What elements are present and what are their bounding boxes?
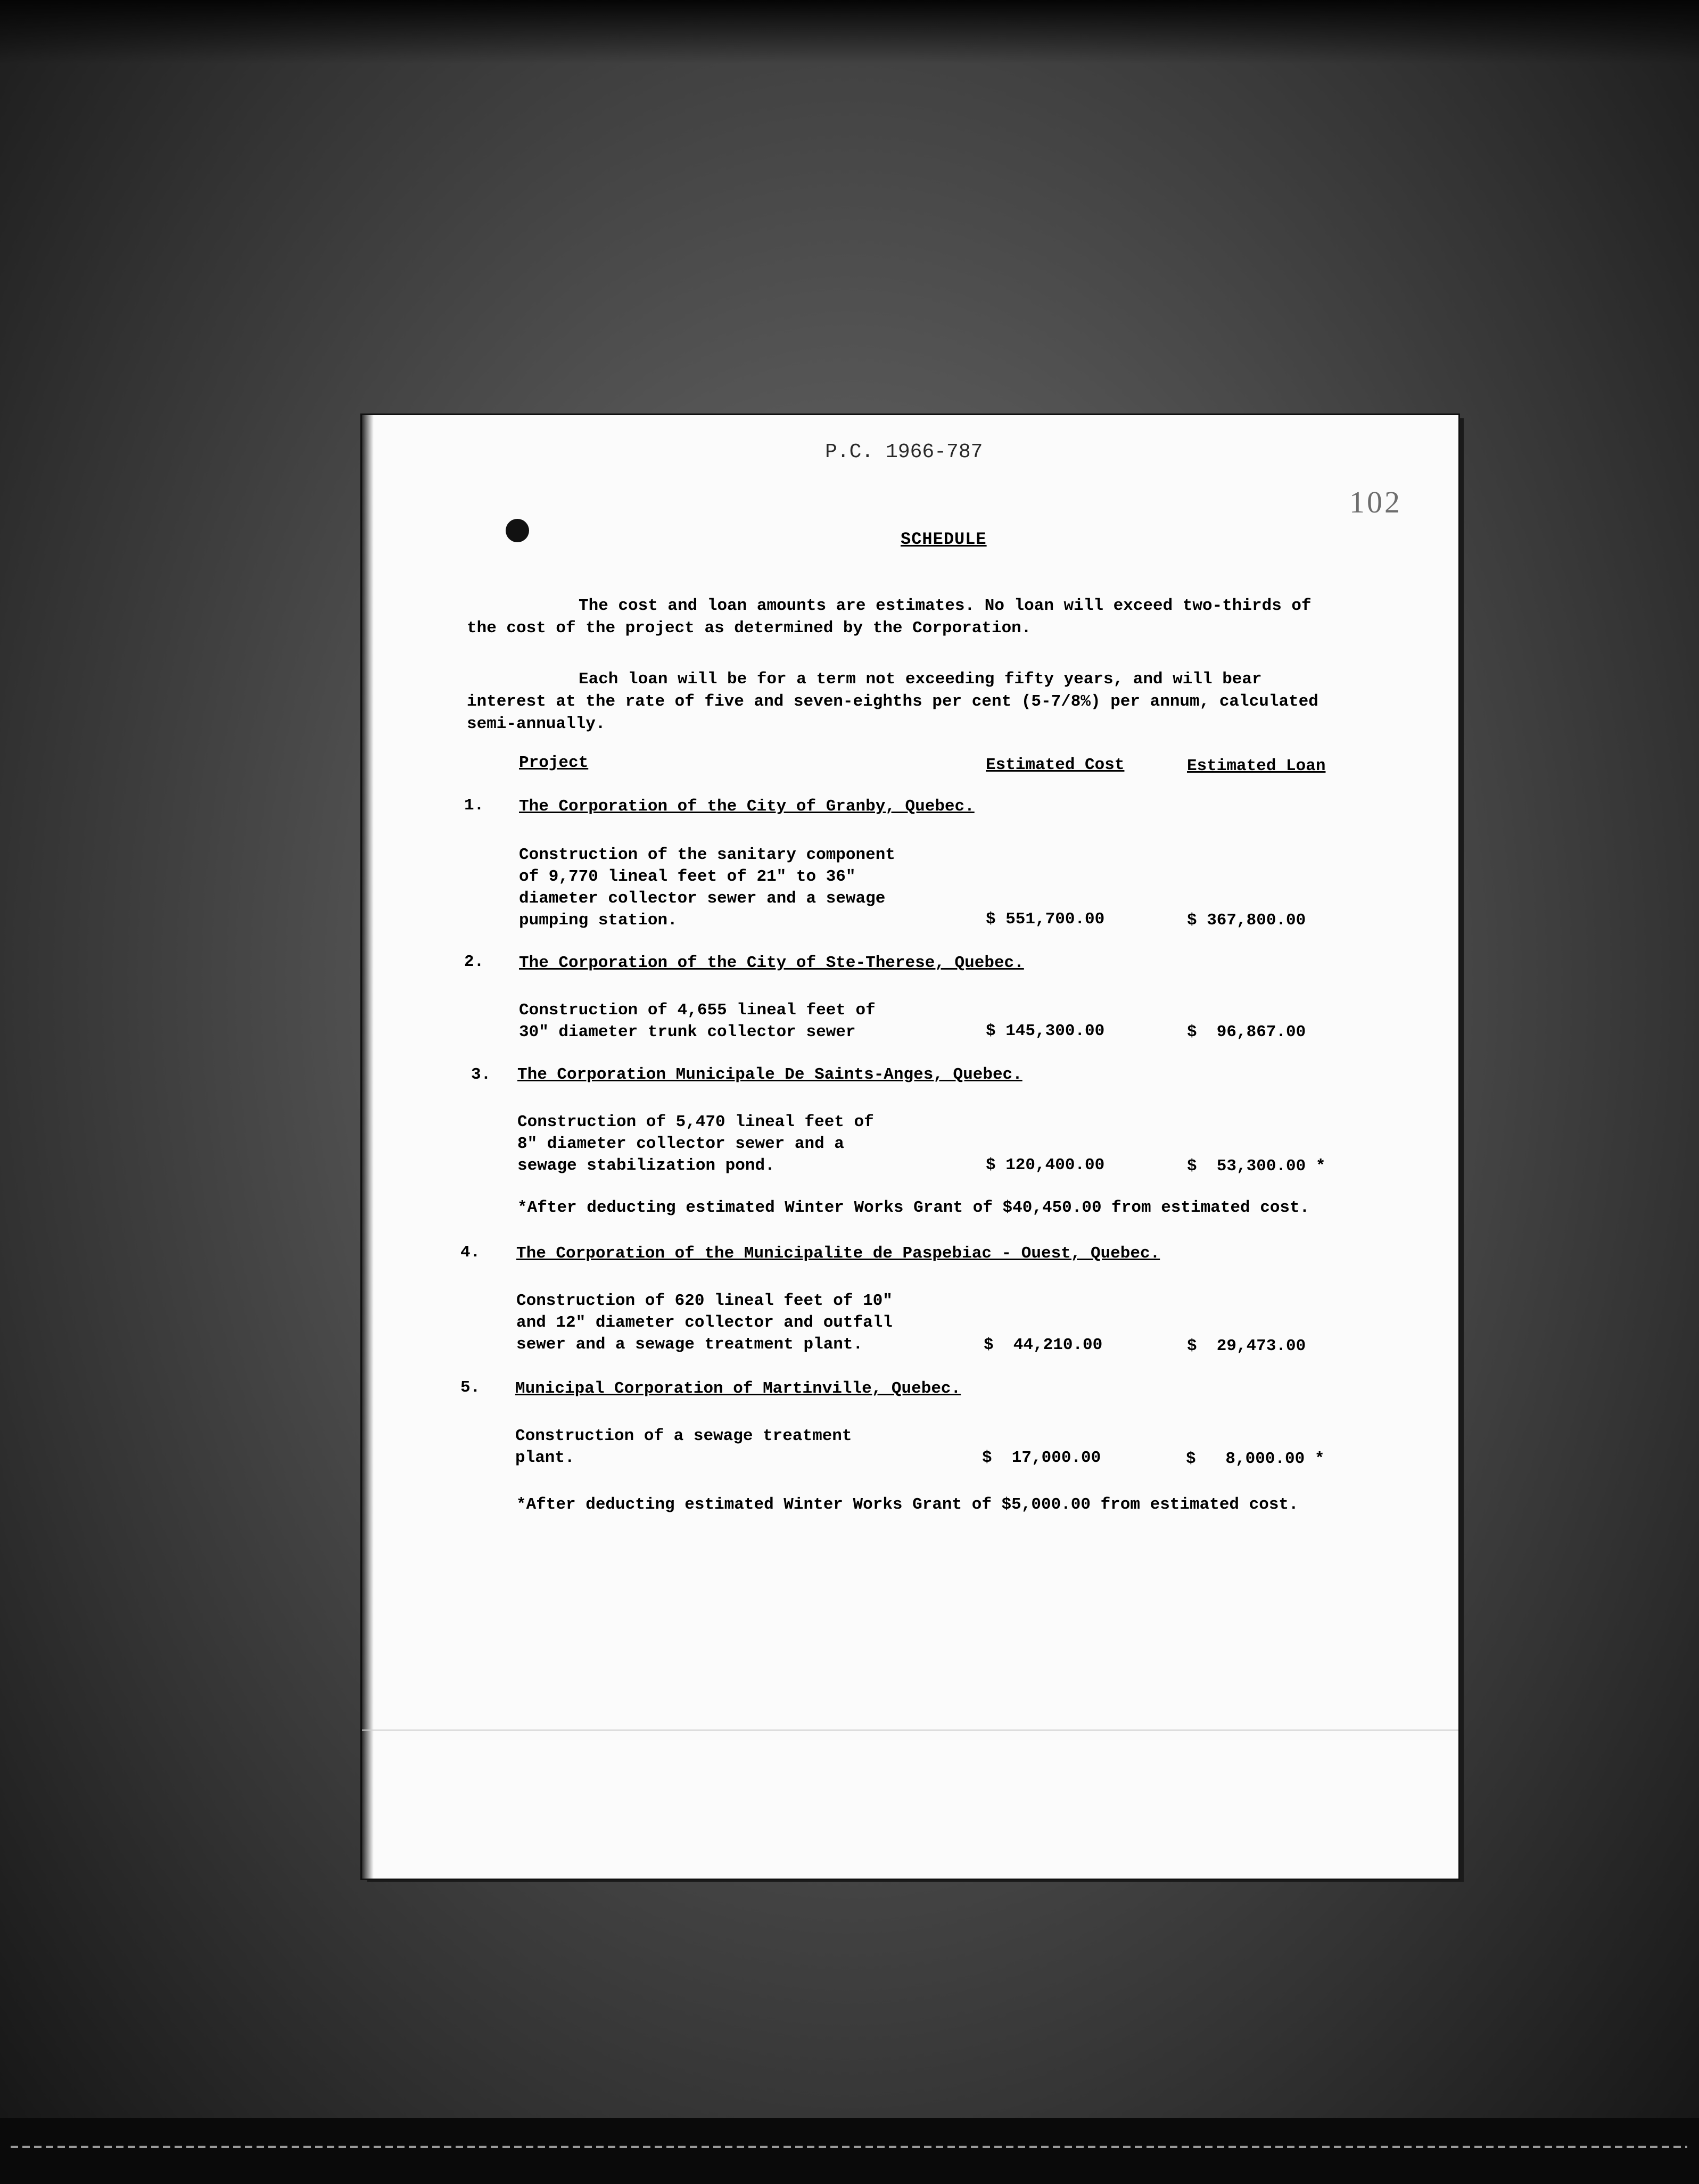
page-edge-shadow xyxy=(362,415,374,1879)
page-fold-line xyxy=(362,1730,1458,1731)
project-name: The Corporation of the City of Ste-Therese, Quebec. xyxy=(519,954,1024,972)
column-header-loan: Estimated Loan xyxy=(1187,757,1326,775)
project-estimated-loan: $ 29,473.00 xyxy=(1187,1337,1306,1355)
project-estimated-cost: $ 44,210.00 xyxy=(984,1336,1103,1354)
project-footnote: *After deducting estimated Winter Works Grant of $5,000.00 from estimated cost. xyxy=(516,1495,1299,1514)
project-name: Municipal Corporation of Martinville, Quebec. xyxy=(515,1379,961,1398)
paragraph-loan-terms: Each loan will be for a term not exceeding fifty years, and will bear interest at the rate of five and seven-eighths per cent (5-7/8%) per annum, calculated semi-annually. xyxy=(467,670,1318,733)
project-number: 3. xyxy=(471,1065,491,1084)
schedule-title: SCHEDULE xyxy=(901,530,987,549)
project-estimated-loan: $ 8,000.00 * xyxy=(1186,1450,1325,1468)
project-name: The Corporation of the Municipalite de Paspebiac - Ouest, Quebec. xyxy=(516,1244,1160,1263)
project-footnote: *After deducting estimated Winter Works Grant of $40,450.00 from estimated cost. xyxy=(517,1198,1310,1217)
project-estimated-loan: $ 96,867.00 xyxy=(1187,1023,1306,1041)
project-estimated-cost: $ 145,300.00 xyxy=(986,1022,1105,1040)
project-name: The Corporation of the City of Granby, Quebec. xyxy=(519,797,975,816)
column-header-project: Project xyxy=(519,754,589,772)
project-description: Construction of a sewage treatment plant. xyxy=(515,1427,852,1467)
paragraph-estimates: The cost and loan amounts are estimates. No loan will exceed two-thirds of the cost of the project as determined by the Corporation. xyxy=(467,597,1312,638)
project-estimated-loan: $ 367,800.00 xyxy=(1187,911,1306,930)
scan-top-edge xyxy=(0,0,1699,64)
order-reference: P.C. 1966-787 xyxy=(825,441,983,464)
scan-bottom-edge xyxy=(0,2118,1699,2184)
project-estimated-cost: $ 551,700.00 xyxy=(986,910,1105,929)
project-description: Construction of the sanitary component of 9,770 lineal feet of 21" to 36" diameter collector sewer and a sewage pumping station. xyxy=(519,846,895,930)
project-number: 5. xyxy=(460,1378,481,1397)
scan-dashed-rule xyxy=(11,2146,1687,2148)
punch-hole-mark xyxy=(506,519,529,542)
page-number: 102 xyxy=(1349,485,1402,519)
project-description: Construction of 620 lineal feet of 10" and 12" diameter collector and outfall sewer and a sewage treatment plant. xyxy=(516,1292,893,1354)
document-page xyxy=(362,415,1458,1879)
project-number: 1. xyxy=(464,796,484,815)
project-number: 4. xyxy=(460,1243,481,1262)
project-description: Construction of 5,470 lineal feet of 8" diameter collector sewer and a sewage stabilization pond. xyxy=(517,1113,874,1175)
column-header-cost: Estimated Cost xyxy=(986,756,1125,774)
project-estimated-loan: $ 53,300.00 * xyxy=(1187,1157,1326,1176)
project-estimated-cost: $ 120,400.00 xyxy=(986,1156,1105,1174)
project-name: The Corporation Municipale De Saints-Anges, Quebec. xyxy=(517,1065,1022,1084)
project-estimated-cost: $ 17,000.00 xyxy=(982,1449,1101,1467)
project-description: Construction of 4,655 lineal feet of 30" diameter trunk collector sewer xyxy=(519,1001,876,1041)
project-number: 2. xyxy=(464,953,484,971)
